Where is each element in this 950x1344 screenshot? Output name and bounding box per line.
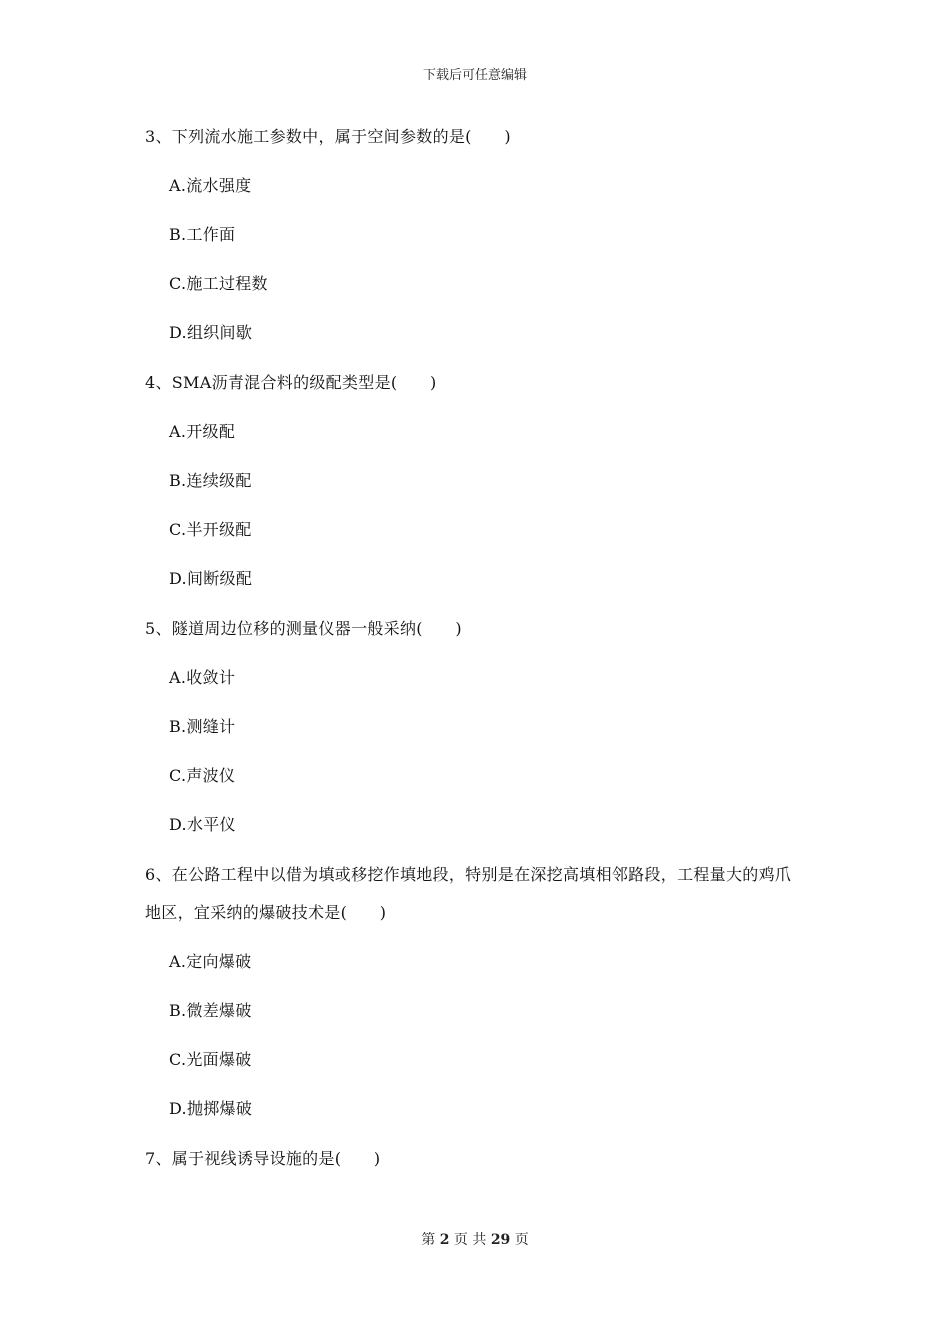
question-3-option-a: A.流水强度	[169, 176, 252, 195]
page-footer	[0, 1229, 950, 1249]
question-3-stem: 3、下列流水施工参数中，属于空间参数的是( )	[145, 127, 511, 146]
question-6-option-c: C.光面爆破	[169, 1050, 252, 1069]
footer-prefix: 第	[421, 1232, 436, 1248]
question-3-option-d: D.组织间歇	[169, 323, 253, 342]
question-5-option-b: B.测缝计	[169, 717, 236, 736]
question-4-option-a: A.开级配	[169, 422, 236, 441]
question-3-option-c: C.施工过程数	[169, 274, 268, 293]
question-6-option-a: A.定向爆破	[169, 952, 252, 971]
question-5-option-a: A.收敛计	[169, 668, 236, 687]
question-7-stem: 7、属于视线诱导设施的是( )	[145, 1149, 381, 1168]
question-3-option-b: B.工作面	[169, 225, 236, 244]
page-header: 下载后可任意编辑	[422, 68, 527, 83]
footer-suffix: 页	[514, 1232, 529, 1248]
question-4-option-b: B.连续级配	[169, 471, 252, 490]
question-4-stem: 4、SMA沥青混合料的级配类型是( )	[145, 373, 437, 392]
question-4-option-c: C.半开级配	[169, 520, 252, 539]
question-5-option-c: C.声波仪	[169, 766, 236, 785]
question-5-option-d: D.水平仪	[169, 815, 236, 834]
footer-page-number: 2	[439, 1232, 450, 1248]
question-6-stem-line1: 6、在公路工程中以借为填或移挖作填地段，特别是在深挖高填相邻路段，工程量大的鸡爪	[145, 865, 792, 884]
question-6-stem-line2: 地区，宜采纳的爆破技术是( )	[145, 903, 387, 922]
question-6-option-b: B.微差爆破	[169, 1001, 252, 1020]
question-5-stem: 5、隧道周边位移的测量仪器一般采纳( )	[145, 619, 462, 638]
footer-middle: 页 共	[453, 1232, 487, 1248]
question-6-option-d: D.抛掷爆破	[169, 1099, 253, 1118]
question-4-option-d: D.间断级配	[169, 569, 253, 588]
footer-total-pages: 29	[490, 1232, 511, 1248]
